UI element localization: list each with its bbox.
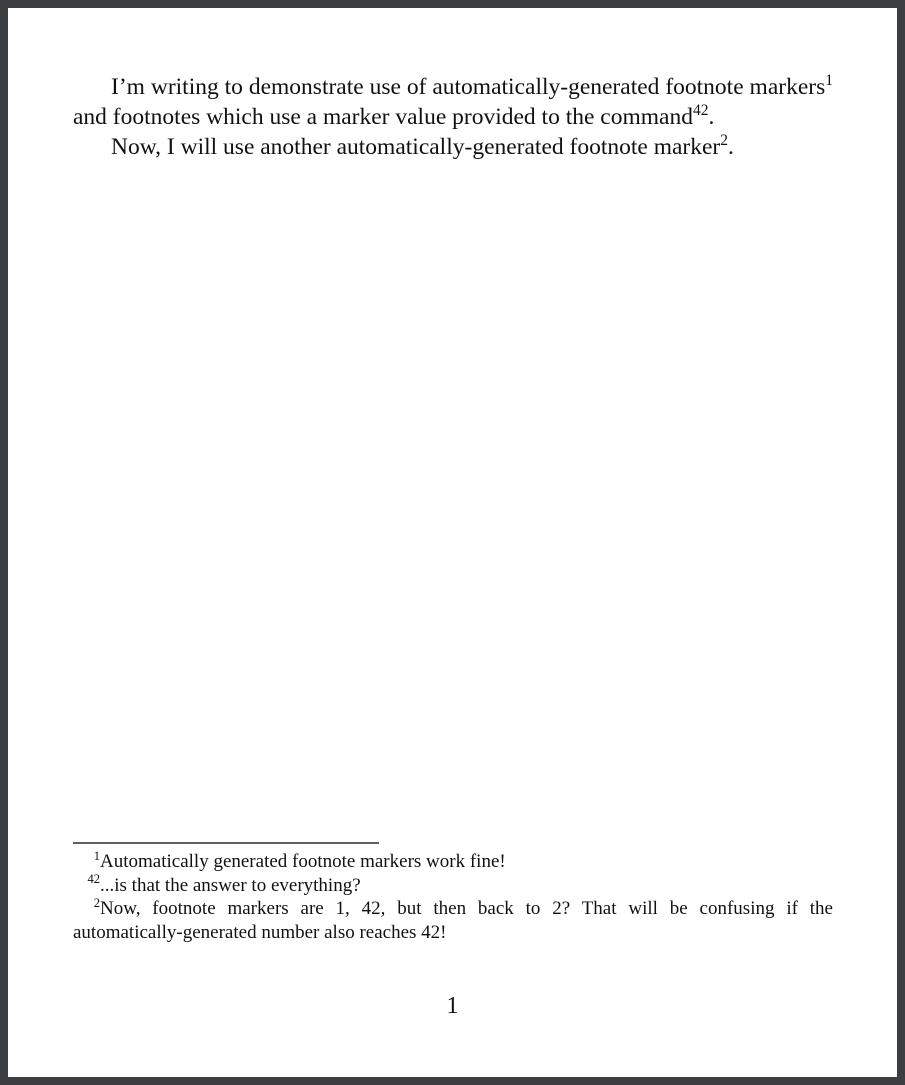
footnote-text-1: Automatically generated footnote markers work fine! [100, 851, 506, 872]
footnote-area [73, 842, 833, 944]
footnote-item-2: 2Now, footnote markers are 1, 42, but then back to 2? That will be confusing if the automatically-generated number also reaches 42! [73, 895, 833, 943]
paragraph-1-text-c: . [708, 104, 715, 130]
footnote-text-42: ...is that the answer to everything? [100, 874, 361, 896]
footnote-reference-1[interactable]: 1 [825, 72, 833, 90]
footnote-reference-2[interactable]: 2 [720, 132, 728, 150]
footnote-text-2: Now, footnote markers are 1, 42, but then back to 2? That will be confusing if the automatically-generated number also reaches 42! [73, 898, 833, 943]
paragraph-2-text-b: . [728, 134, 734, 160]
paragraph-1-text-b: and footnotes which use a marker value provided to the command [73, 104, 693, 130]
footnote-list [73, 850, 833, 944]
footnote-reference-42[interactable]: 42 [692, 102, 709, 120]
body-text-column [73, 72, 833, 162]
footnote-item-42: 42...is that the answer to everything? [87, 872, 361, 896]
body-paragraph-2 [73, 132, 833, 162]
paragraph-2-text-a: Now, I will use another automatically-generated footnote marker [111, 134, 721, 160]
body-paragraph-1 [73, 72, 833, 132]
footnote-item-1: 1Automatically generated footnote markers work fine! [93, 848, 506, 872]
document-page [8, 8, 897, 1077]
footnote-separator-rule [73, 842, 379, 844]
paragraph-1-text-a: I’m writing to demonstrate use of automatically-generated footnote markers [111, 74, 826, 100]
page-number: 1 [446, 993, 459, 1019]
